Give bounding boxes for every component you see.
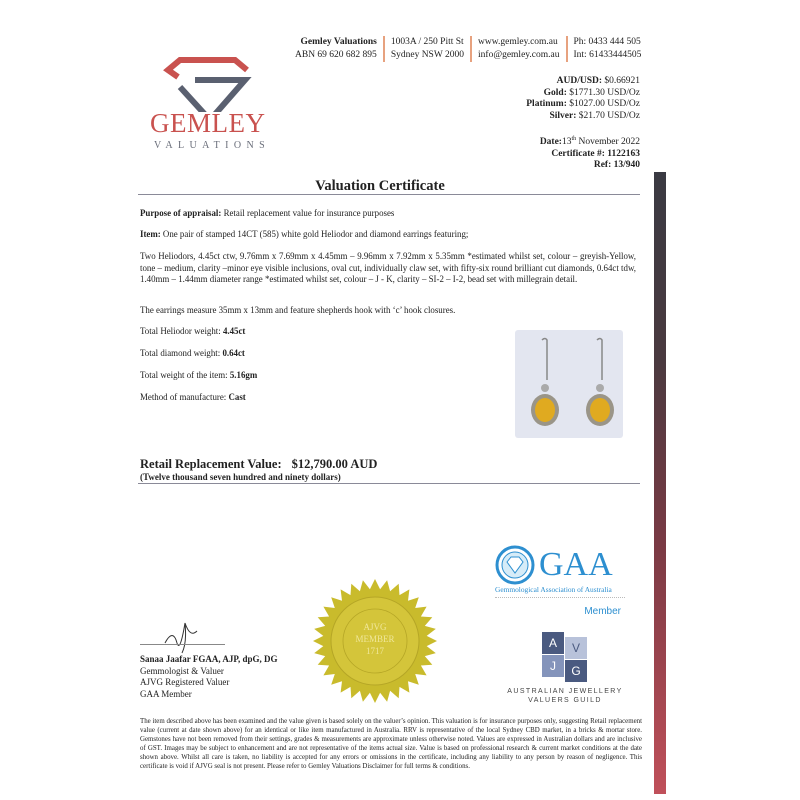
header-contact — [295, 36, 641, 62]
gaa-diamond-icon — [495, 545, 535, 585]
rate-value: $0.66921 — [602, 76, 640, 86]
date-day: 13 — [561, 137, 572, 148]
purpose-label: Purpose of appraisal: — [140, 208, 222, 218]
gaa-logo — [495, 545, 625, 617]
ajvg-line-2: VALUERS GUILD — [528, 697, 602, 704]
ajvg-tile-v: V — [565, 637, 587, 659]
logo-sub: VALUATIONS — [154, 140, 271, 151]
purpose — [140, 208, 636, 220]
address-line-1: 1003A / 250 Pitt St — [390, 37, 464, 47]
fact-row — [140, 392, 440, 404]
phone: Ph: 0433 444 505 — [573, 37, 641, 47]
item-value: One pair of stamped 14CT (585) white gold Heliodor and diamond earrings featuring; — [160, 229, 469, 239]
fact-row — [140, 326, 440, 338]
signatory — [140, 654, 278, 700]
certificate-meta — [540, 134, 640, 172]
gaa-member: Member — [584, 606, 621, 617]
page-title: Valuation Certificate — [315, 178, 445, 194]
rate-label: AUD/USD: — [556, 76, 602, 86]
rate-value: $1771.30 USD/Oz — [566, 87, 640, 98]
ajvg-tile-j: J — [542, 655, 564, 677]
email-link[interactable]: info@gemley.com.au — [478, 50, 560, 60]
date-sup: th — [571, 136, 577, 142]
earring-right — [586, 339, 614, 427]
fact-value: 0.64ct — [222, 348, 245, 358]
item-description: Two Heliodors, 4.45ct ctw, 9.76mm x 7.69mm x 4.45mm – 9.96mm x 7.92mm x 5.35mm *estimated whilst set, colour – greyish-Yellow, tone – medium, clarity –minor eye visible inclusions, oval cut, individually claw set, with fifty-six round brilliant cut diamonds, 0.64ct tdw, 1.40mm – 1.44mm diameter range *estimated whilst set, colour – J - K, clarity – SI-2 – I-2, bead set with millegrain detail. — [140, 251, 636, 285]
date-label: Date: — [539, 137, 562, 148]
item — [140, 229, 636, 241]
seal-line-2: MEMBER — [355, 634, 395, 644]
ajvg-tile-g: G — [565, 660, 587, 682]
value-divider — [138, 483, 640, 484]
fact-value: 4.45ct — [222, 326, 246, 336]
measurements: The earrings measure 35mm x 13mm and feature shepherds hook with ‘c’ hook closures. — [140, 305, 456, 315]
rate-row — [526, 76, 640, 88]
value-label: Retail Replacement Value: — [140, 457, 282, 471]
rate-value: $21.70 USD/Oz — [576, 110, 640, 121]
date-rest: November 2022 — [576, 137, 640, 148]
fact-label: Method of manufacture: — [140, 392, 229, 402]
metal-rates — [526, 76, 640, 122]
ajvg-logo — [500, 632, 630, 704]
fact-label: Total Heliodor weight: — [140, 326, 223, 336]
intl-phone: Int: 61433444505 — [573, 50, 642, 60]
ajvg-line-1: AUSTRALIAN JEWELLERY — [507, 688, 623, 695]
logo-name: GEMLEY — [150, 108, 266, 138]
rate-label: Silver: — [549, 110, 577, 121]
company-name: Gemley Valuations — [300, 37, 377, 47]
rate-row — [526, 99, 640, 111]
gemley-logo — [150, 42, 270, 152]
rate-label: Gold: — [543, 87, 567, 98]
earrings-photo — [515, 330, 623, 438]
fact-value: 5.16gm — [229, 370, 258, 380]
purpose-value: Retail replacement value for insurance purposes — [221, 208, 395, 218]
fact-label: Total weight of the item: — [140, 370, 230, 380]
value-in-words: (Twelve thousand seven hundred and ninety dollars) — [140, 472, 341, 482]
certificate-number: Certificate #: 1122163 — [551, 148, 640, 159]
title-divider — [138, 194, 640, 195]
fact-row — [140, 348, 440, 360]
item-label: Item: — [140, 229, 161, 239]
signature — [160, 618, 210, 658]
rate-label: Platinum: — [526, 99, 567, 109]
decorative-side-bar — [654, 172, 666, 794]
fact-value: Cast — [228, 392, 246, 402]
ajvg-tile-a: A — [542, 632, 564, 654]
fact-row — [140, 370, 440, 382]
signatory-registration: AJVG Registered Valuer — [140, 677, 230, 688]
signature-line — [140, 644, 225, 645]
signatory-role: Gemmologist & Valuer — [140, 665, 224, 676]
reference: Ref: 13/940 — [593, 160, 640, 171]
fact-label: Total diamond weight: — [140, 348, 223, 358]
earring-left — [531, 339, 559, 427]
gem-g-icon — [150, 42, 270, 112]
ajvg-gold-seal — [312, 578, 438, 704]
value-amount: $12,790.00 AUD — [291, 457, 378, 471]
retail-value — [140, 457, 377, 472]
address-line-2: Sydney NSW 2000 — [390, 50, 465, 60]
gaa-name: GAA — [539, 546, 613, 583]
rate-value: $1027.00 USD/Oz — [566, 99, 640, 109]
disclaimer: The item described above has been examined and the value given is based solely on the valuer’s opinion. This valuation is for insurance purposes only, suggesting Retail replacement value (current at date shown above) for an identical or like item manufactured in Australia. RRV is representative of the local Sydney CBD market, in a bricks & mortar store. Gemstones have not been removed from their settings, grades & measurements are approximate unless otherwise noted. Values are expressed in Australian dollars and are inclusive of GST. Images may be subject to enhancement and are not representative of the items actual size. Value is based on professional research & current market conditions at the date shown above. Whilst all care is taken, no liability is accepted for any errors or omissions in the certificate, including any liability to any person by reason of negligence. This certificate is void if AJVG seal is not present. Please refer to Gemley Valuations Disclaimer for full terms & conditions. — [140, 718, 642, 770]
rate-row — [526, 111, 640, 123]
abn: ABN 69 620 682 895 — [295, 50, 377, 60]
rate-row — [526, 88, 640, 100]
gaa-full-name: Gemmological Association of Australia — [495, 585, 625, 598]
signatory-membership: GAA Member — [140, 688, 192, 699]
seal-line-3: 1717 — [366, 646, 384, 656]
website-link[interactable]: www.gemley.com.au — [478, 37, 558, 47]
seal-line-1: AJVG — [363, 622, 387, 632]
signatory-name: Sanaa Jaafar FGAA, AJP, dpG, DG — [140, 654, 278, 664]
